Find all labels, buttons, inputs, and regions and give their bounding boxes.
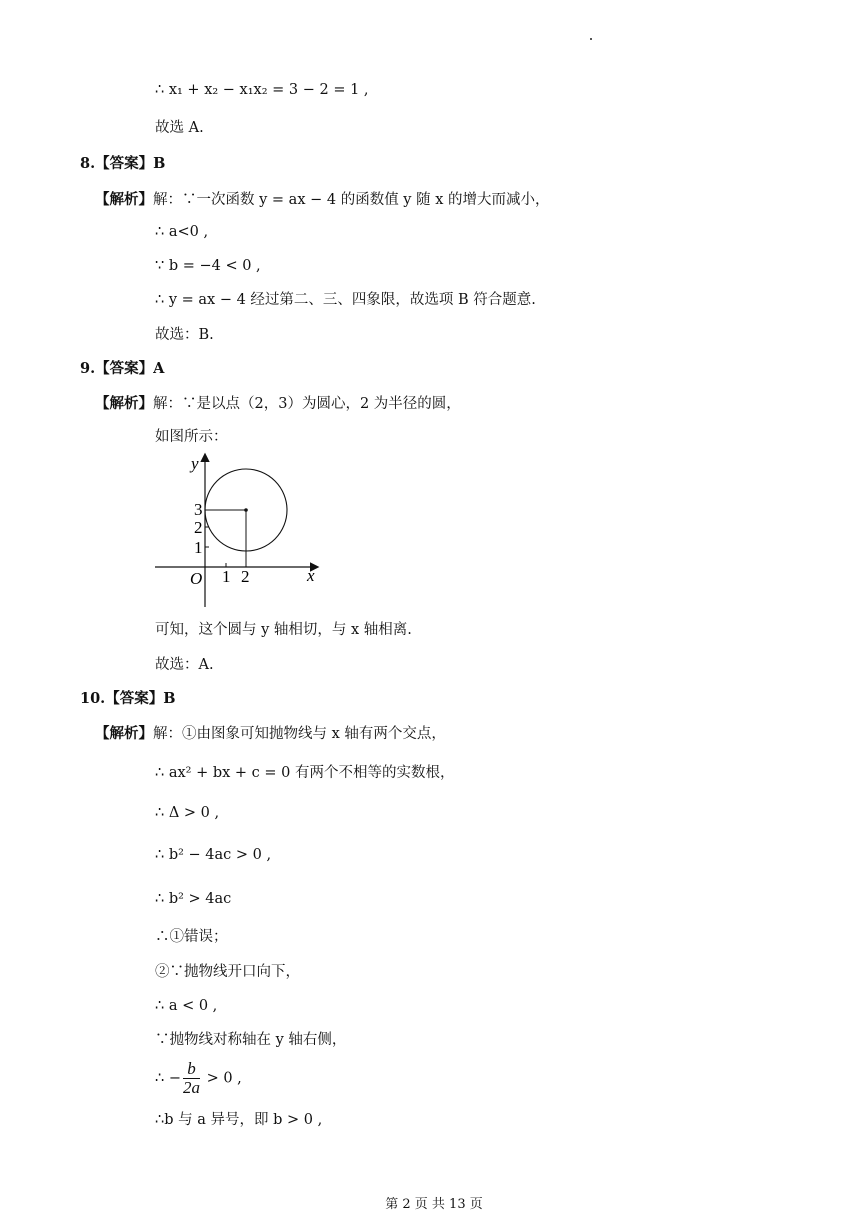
analysis-label: 【解析】 [95, 191, 153, 208]
text-l2: 故选 A. [155, 120, 204, 136]
q10-analysis-line-8: ∴ a < 0 , [155, 998, 218, 1014]
q10-analysis-line-2: ∴ ax² + bx + c = 0 有两个不相等的实数根， [155, 765, 455, 781]
text-l1: ∴ x₁ + x₂ − x₁x₂ = 3 − 2 = 1 , [155, 82, 369, 98]
q10-analysis-line-7: ②∵抛物线开口向下， [155, 964, 300, 980]
y-tick-label-2: 2 [194, 518, 203, 537]
q10-analysis-text-1: 解：①由图象可知抛物线与 x 轴有两个交点， [153, 726, 446, 742]
x-tick-label-1: 1 [222, 567, 231, 586]
q10-analysis-line-9: ∵抛物线对称轴在 y 轴右侧， [155, 1032, 347, 1048]
q10-analysis-line-4: ∴ b² − 4ac > 0 , [155, 847, 272, 863]
q8-analysis-text-1: 解：∵一次函数 y = ax − 4 的函数值 y 随 x 的增大而减小， [153, 192, 550, 208]
q10-analysis-line-5: ∴ b² > 4ac [155, 891, 232, 907]
q9-analysis-line-3: 可知，这个圆与 y 轴相切，与 x 轴相离. [155, 622, 412, 638]
y-tick-label-1: 1 [194, 538, 203, 557]
circle-center-point [244, 508, 248, 512]
q10-analysis-line-6: ∴①错误； [155, 929, 228, 945]
q9-analysis-line-1 [95, 394, 461, 414]
fraction [183, 1060, 200, 1097]
y-tick-label-3: 3 [194, 500, 203, 519]
fraction-denominator: 2a [182, 1078, 200, 1097]
q10-analysis-line-11: ∴b 与 a 异号，即 b > 0 , [155, 1112, 323, 1128]
x-axis-label: x [307, 566, 315, 585]
q8-analysis-line-3: ∵ b = −4 < 0 , [155, 258, 261, 274]
line-l1 [155, 80, 369, 100]
q8-analysis-line-1 [95, 190, 550, 210]
q10-analysis-line-3: ∴ Δ > 0 , [155, 805, 220, 821]
q10-analysis-line-10 [155, 1060, 242, 1097]
q9-answer-label: 9.【答案】A [80, 360, 165, 377]
q9-analysis-line-4: 故选：A. [155, 657, 214, 673]
q8-analysis-line-5: 故选：B. [155, 327, 214, 343]
origin-label: O [190, 569, 203, 588]
analysis-label: 【解析】 [95, 395, 153, 412]
analysis-label: 【解析】 [95, 725, 153, 742]
scan-dot [590, 38, 592, 40]
circle-graph [150, 450, 330, 615]
x-tick-label-2: 2 [241, 567, 250, 586]
q8-analysis-line-4: ∴ y = ax − 4 经过第二、三、四象限，故选项 B 符合题意. [155, 292, 536, 308]
q8-analysis-line-2: ∴ a<0 , [155, 224, 209, 240]
page-footer: 第 2 页 共 13 页 [385, 1197, 483, 1212]
fraction-prefix: ∴ − [155, 1070, 181, 1087]
y-axis-label: y [191, 454, 199, 473]
fraction-suffix: > 0 , [201, 1070, 242, 1087]
line-l2 [155, 118, 204, 138]
q9-analysis-line-2: 如图所示： [155, 429, 228, 445]
q8-answer-label: 8.【答案】B [80, 155, 166, 172]
q10-answer-label: 10.【答案】B [80, 690, 176, 707]
fraction-numerator: b [183, 1060, 200, 1079]
q9-analysis-text-1: 解：∵是以点（2，3）为圆心，2 为半径的圆， [153, 396, 461, 412]
q10-analysis-line-1 [95, 724, 446, 744]
